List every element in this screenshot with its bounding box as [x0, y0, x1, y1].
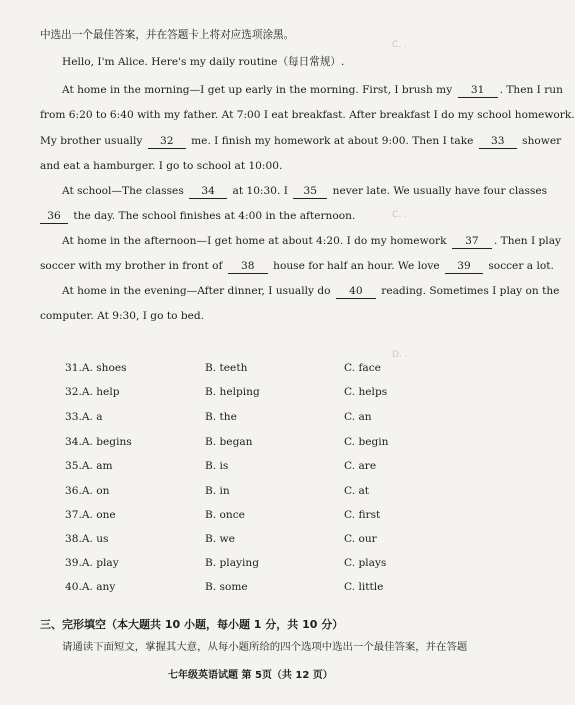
option-c: C. little: [344, 581, 384, 593]
passage-p4-line1: At home in the evening—After dinner, I usually do 40 reading. Sometimes I play on the: [62, 285, 560, 297]
bleed-through-text: D. .: [392, 350, 408, 360]
blank-31: 31: [458, 83, 498, 98]
option-a: 40.A. any: [65, 581, 116, 593]
blank-34: 34: [189, 184, 227, 199]
option-a: 35.A. am: [65, 460, 113, 472]
option-a: 34.A. begins: [65, 436, 132, 448]
option-c: C. helps: [344, 386, 388, 398]
passage-p3-line2: soccer with my brother in front of 38 house for half an hour. We love 39 soccer a lot.: [40, 260, 554, 272]
passage-p1-line1: At home in the morning—I get up early in the morning. First, I brush my 31 . Then I run: [62, 84, 563, 96]
option-c: C. face: [344, 362, 381, 374]
bleed-through-text: C. .: [392, 40, 407, 50]
option-c: C. an: [344, 411, 372, 423]
passage-p4-line2: computer. At 9:30, I go to bed.: [40, 310, 205, 322]
option-b: B. some: [205, 581, 248, 593]
option-b: B. once: [205, 509, 245, 521]
blank-39: 39: [445, 259, 483, 274]
passage-p2-line2: 36 the day. The school finishes at 4:00 in the afternoon.: [40, 209, 355, 224]
option-a: 37.A. one: [65, 509, 116, 521]
section-three-title: 三、完形填空（本大题共 10 小题，每小题 1 分，共 10 分）: [40, 618, 344, 631]
option-b: B. the: [205, 411, 237, 423]
option-a: 39.A. play: [65, 557, 119, 569]
blank-36: 36: [40, 209, 68, 224]
bleed-through-text: C. .: [392, 210, 407, 220]
option-b: B. in: [205, 485, 230, 497]
option-a: 31.A. shoes: [65, 362, 127, 374]
passage-p1-line3: My brother usually 32 me. I finish my homework at about 9:00. Then I take 33 shower: [40, 135, 562, 147]
option-b: B. we: [205, 533, 235, 545]
option-c: C. our: [344, 533, 377, 545]
option-b: B. helping: [205, 386, 260, 398]
page-footer: 七年级英语试题 第 5页（共 12 页）: [168, 670, 333, 681]
option-a: 36.A. on: [65, 485, 110, 497]
option-c: C. first: [344, 509, 381, 521]
option-c: C. are: [344, 460, 377, 472]
passage-intro: Hello, I'm Alice. Here's my daily routine（每日常规）.: [62, 56, 345, 68]
option-b: B. playing: [205, 557, 259, 569]
option-a: 38.A. us: [65, 533, 109, 545]
blank-38: 38: [228, 259, 268, 274]
blank-35: 35: [293, 184, 327, 199]
blank-33: 33: [479, 134, 517, 149]
passage-p1-line2: from 6:20 to 6:40 with my father. At 7:00 I eat breakfast. After breakfast I do my school homework.: [40, 109, 575, 121]
passage-p2-line1: At school—The classes 34 at 10:30. I 35 never late. We usually have four classes: [62, 185, 548, 197]
blank-37: 37: [452, 234, 492, 249]
blank-40: 40: [336, 284, 376, 299]
option-c: C. begin: [344, 436, 389, 448]
passage-p3-line1: At home in the afternoon—I get home at about 4:20. I do my homework 37 . Then I play: [62, 235, 561, 247]
option-a: 32.A. help: [65, 386, 120, 398]
passage-p1-line4: and eat a hamburger. I go to school at 10:00.: [40, 160, 283, 172]
blank-32: 32: [148, 134, 186, 149]
top-instruction: 中选出一个最佳答案，并在答题卡上将对应选项涂黑。: [40, 29, 295, 41]
option-c: C. plays: [344, 557, 387, 569]
option-b: B. began: [205, 436, 253, 448]
option-b: B. is: [205, 460, 229, 472]
section-three-instruction: 请通读下面短文，掌握其大意，从每小题所给的四个选项中选出一个最佳答案，并在答题: [62, 641, 468, 653]
option-b: B. teeth: [205, 362, 248, 374]
option-c: C. at: [344, 485, 370, 497]
option-a: 33.A. a: [65, 411, 103, 423]
